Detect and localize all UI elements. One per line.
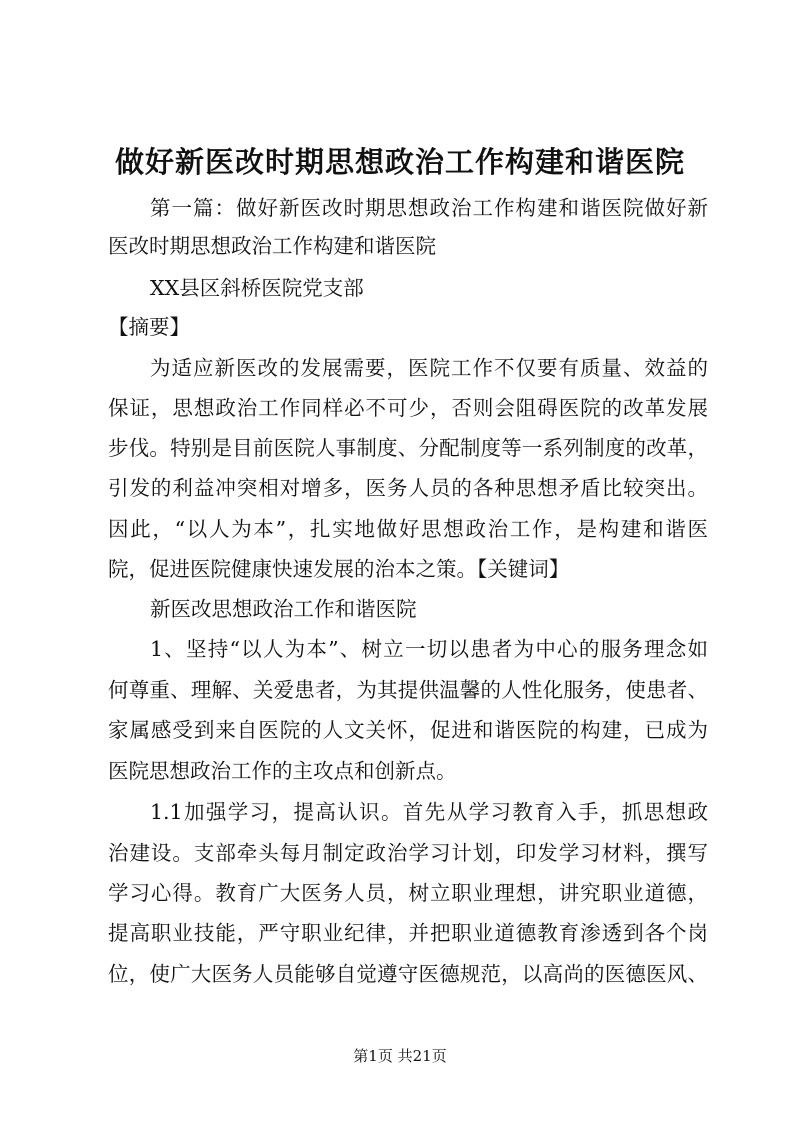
text-line: 新医改思想政治工作和谐医院 [150, 597, 417, 621]
text-line: 因此，“以人为本”，扎实地做好思想政治工作，是构建和谐医 [108, 517, 708, 541]
text-line: XX县区斜桥医院党支部 [150, 276, 364, 300]
text-line: 医改时期思想政治工作构建和谐医院 [108, 234, 436, 258]
text-line: 医院思想政治工作的主攻点和创新点。 [108, 759, 457, 783]
text-line: 1、坚持“以人为本”、树立一切以患者为中心的服务理念如 [150, 637, 708, 661]
text-line: 家属感受到来自医院的人文关怀，促进和谐医院的构建，已成为 [108, 718, 708, 742]
text-line: 保证，思想政治工作同样必不可少，否则会阻碍医院的改革发展 [108, 396, 708, 420]
text-line: 步伐。特别是目前医院人事制度、分配制度等一系列制度的改革， [108, 436, 708, 460]
text-line: 1.1加强学习，提高认识。首先从学习教育入手，抓思想政 [150, 800, 708, 824]
text-line: 治建设。支部牵头每月制定政治学习计划，印发学习材料，撰写 [108, 841, 708, 865]
text-line: 何尊重、理解、关爱患者，为其提供温馨的人性化服务，使患者、 [108, 678, 708, 702]
text-line: 位，使广大医务人员能够自觉遵守医德规范，以高尚的医德医风、 [108, 962, 708, 986]
text-line: 引发的利益冲突相对增多，医务人员的各种思想矛盾比较突出。 [108, 476, 708, 500]
text-line: 院，促进医院健康快速发展的治本之策。【关键词】 [108, 557, 570, 581]
text-line: 提高职业技能，严守职业纪律，并把职业道德教育渗透到各个岗 [108, 921, 708, 945]
text-line: 第一篇：做好新医改时期思想政治工作构建和谐医院做好新 [150, 196, 708, 220]
page-footer: 第1页 共21页 [353, 1047, 447, 1065]
text-line: 【摘要】 [108, 315, 190, 339]
text-line: 为适应新医改的发展需要，医院工作不仅要有质量、效益的 [150, 356, 708, 380]
document-title: 做好新医改时期思想政治工作构建和谐医院 [114, 145, 685, 179]
text-line: 学习心得。教育广大医务人员，树立职业理想，讲究职业道德， [108, 881, 708, 905]
